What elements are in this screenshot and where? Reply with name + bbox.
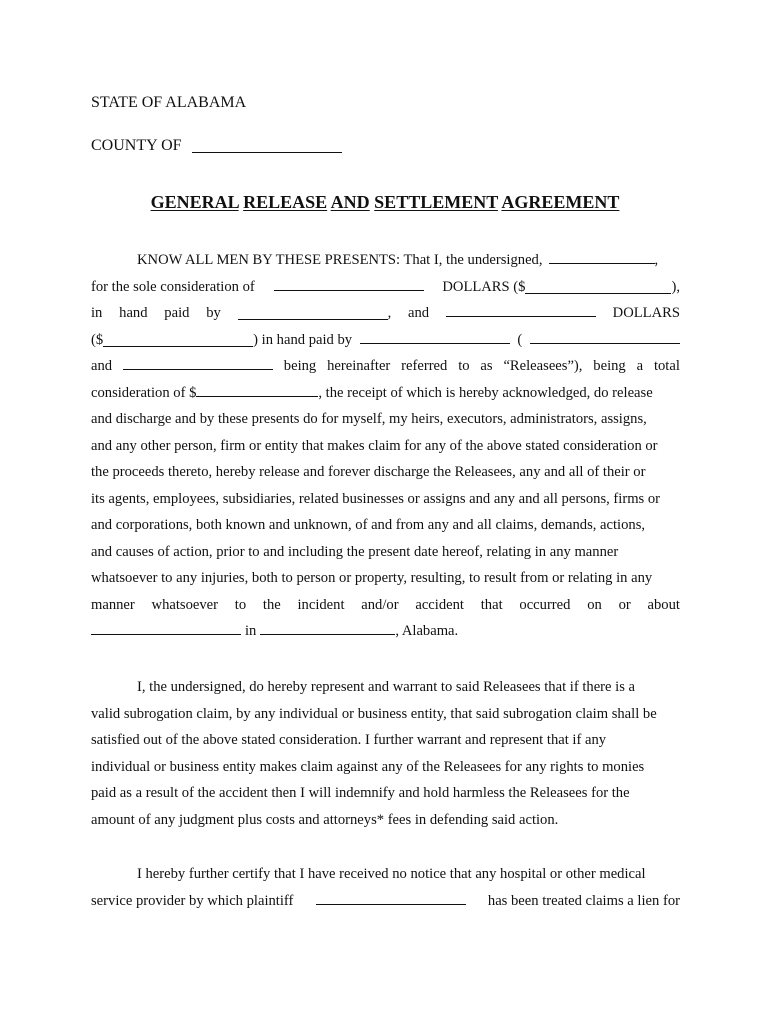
text-segment: paid as a result of the accident then I will indemnify and hold harmless the Releasees for the — [91, 785, 630, 801]
text-line — [91, 486, 680, 513]
text-word: accident — [415, 596, 464, 613]
title-word: AND — [330, 192, 370, 212]
payer-two-detail-blank[interactable] — [530, 327, 680, 344]
text-word: hand — [119, 305, 148, 321]
paragraph-release — [91, 247, 680, 645]
text-segment: the proceeds thereto, hereby release and forever discharge the Releasees, any and all of their or — [91, 464, 646, 480]
paragraph-subrogation — [91, 674, 680, 833]
county-label: COUNTY OF — [91, 137, 182, 154]
text-segment: ($ — [91, 331, 104, 348]
text-segment: whatsoever to any injuries, both to person or property, resulting, to result from or relating in any — [91, 570, 653, 586]
text-line — [91, 618, 680, 645]
text-word: DOLLARS — [612, 305, 680, 321]
text-line — [91, 780, 680, 807]
text-word: about — [647, 596, 680, 613]
text-word: occurred — [519, 596, 571, 613]
text-line — [91, 274, 680, 301]
payer-one-blank[interactable] — [238, 303, 388, 320]
title-word: SETTLEMENT — [374, 192, 498, 212]
text-line — [91, 754, 680, 781]
text-segment: its agents, employees, subsidiaries, related businesses or assigns and any and all persons, firms or — [91, 490, 661, 507]
second-amount-words-blank[interactable] — [446, 300, 596, 317]
text-line — [91, 406, 680, 433]
text-line — [91, 353, 680, 380]
text-word: referred — [401, 358, 448, 374]
text-line — [91, 674, 680, 701]
total-consideration-blank[interactable] — [196, 380, 318, 397]
plaintiff-name-blank[interactable] — [316, 888, 466, 905]
incident-date-blank[interactable] — [91, 618, 241, 635]
text-word: “Releasees”), — [503, 358, 583, 374]
text-line — [91, 247, 680, 274]
county-heading — [91, 136, 342, 155]
document-title — [0, 192, 770, 213]
text-segment: consideration of $ — [91, 384, 197, 401]
consideration-amount-blank[interactable] — [525, 277, 671, 294]
title-word: GENERAL — [150, 192, 239, 212]
text-segment: and corporations, both known and unknown, of and from any and all claims, demands, actions, — [91, 517, 646, 533]
text-word: to — [234, 596, 247, 613]
text-word: being — [593, 358, 626, 374]
text-line — [91, 433, 680, 460]
text-segment: , — [387, 305, 392, 321]
text-segment: has been treated claims a lien for — [487, 892, 680, 909]
consideration-words-blank[interactable] — [274, 274, 424, 291]
text-segment: and discharge and by these presents do for myself, my heirs, executors, administrators, assigns, — [91, 411, 647, 427]
text-segment: ), — [671, 278, 680, 295]
text-line — [91, 701, 680, 728]
text-word: a — [636, 358, 644, 374]
text-segment: , the receipt of which is hereby acknowledged, do release — [318, 384, 653, 401]
text-word: hereinafter — [327, 358, 391, 374]
text-segment: , Alabama. — [395, 623, 459, 639]
text-word: being — [283, 358, 317, 374]
text-word: to — [458, 358, 470, 374]
text-segment: I, the undersigned, do hereby represent and warrant to said Releasees that if there is a — [137, 679, 636, 695]
text-segment: ( — [517, 331, 523, 348]
text-segment: KNOW ALL MEN BY THESE PRESENTS: That I, the undersigned, — [137, 252, 543, 268]
text-word: incident — [297, 596, 345, 613]
text-word: and — [408, 305, 430, 321]
text-line — [91, 727, 680, 754]
text-line — [91, 565, 680, 592]
text-word: and — [91, 358, 113, 374]
text-line — [91, 459, 680, 486]
text-segment: satisfied out of the above stated consideration. I further warrant and represent that if any — [91, 732, 607, 748]
text-segment: in — [245, 623, 257, 639]
text-word: in — [91, 305, 103, 321]
paragraph-lien-certification — [91, 861, 680, 914]
text-segment: valid subrogation claim, by any individual or business entity, that said subrogation claim shall be — [91, 705, 657, 722]
text-segment: , — [654, 252, 659, 268]
text-word: paid — [164, 305, 190, 321]
text-line — [91, 512, 680, 539]
text-segment: service provider by which plaintiff — [91, 892, 294, 909]
text-word: by — [206, 305, 221, 321]
text-word: whatsoever — [151, 596, 218, 613]
text-segment: amount of any judgment plus costs and attorneys* fees in defending said action. — [91, 811, 559, 828]
county-blank[interactable] — [192, 136, 342, 153]
text-word: manner — [91, 596, 135, 613]
title-word: AGREEMENT — [501, 192, 620, 212]
text-line — [91, 888, 680, 915]
text-line — [91, 592, 680, 619]
text-segment: individual or business entity makes claim against any of the Releasees for any rights to monies — [91, 758, 645, 775]
incident-location-blank[interactable] — [260, 618, 395, 635]
text-line — [91, 861, 680, 888]
text-word: that — [480, 596, 503, 613]
text-line — [91, 380, 680, 407]
text-line — [91, 327, 680, 354]
payer-two-blank[interactable] — [360, 327, 510, 344]
text-segment: DOLLARS ($ — [442, 278, 526, 295]
text-line — [91, 807, 680, 834]
text-word: as — [480, 358, 493, 374]
text-word: and/or — [361, 596, 399, 613]
text-segment: and any other person, firm or entity that makes claim for any of the above stated consideration or — [91, 437, 658, 454]
releasor-name-blank[interactable] — [549, 247, 655, 264]
text-word: or — [618, 596, 631, 613]
text-segment: I hereby further certify that I have received no notice that any hospital or other medical — [137, 866, 646, 882]
title-word: RELEASE — [243, 192, 328, 212]
third-party-blank[interactable] — [123, 353, 273, 370]
second-amount-blank[interactable] — [103, 330, 253, 347]
text-word: total — [653, 358, 680, 374]
text-segment: for the sole consideration of — [91, 278, 255, 295]
state-heading: STATE OF ALABAMA — [91, 94, 247, 111]
text-word: the — [262, 596, 281, 613]
text-segment: and causes of action, prior to and including the present date hereof, relating in any manner — [91, 543, 619, 560]
text-line — [91, 539, 680, 566]
text-segment: ) in hand paid by — [253, 331, 353, 348]
text-word: on — [587, 596, 602, 613]
text-line — [91, 300, 680, 327]
